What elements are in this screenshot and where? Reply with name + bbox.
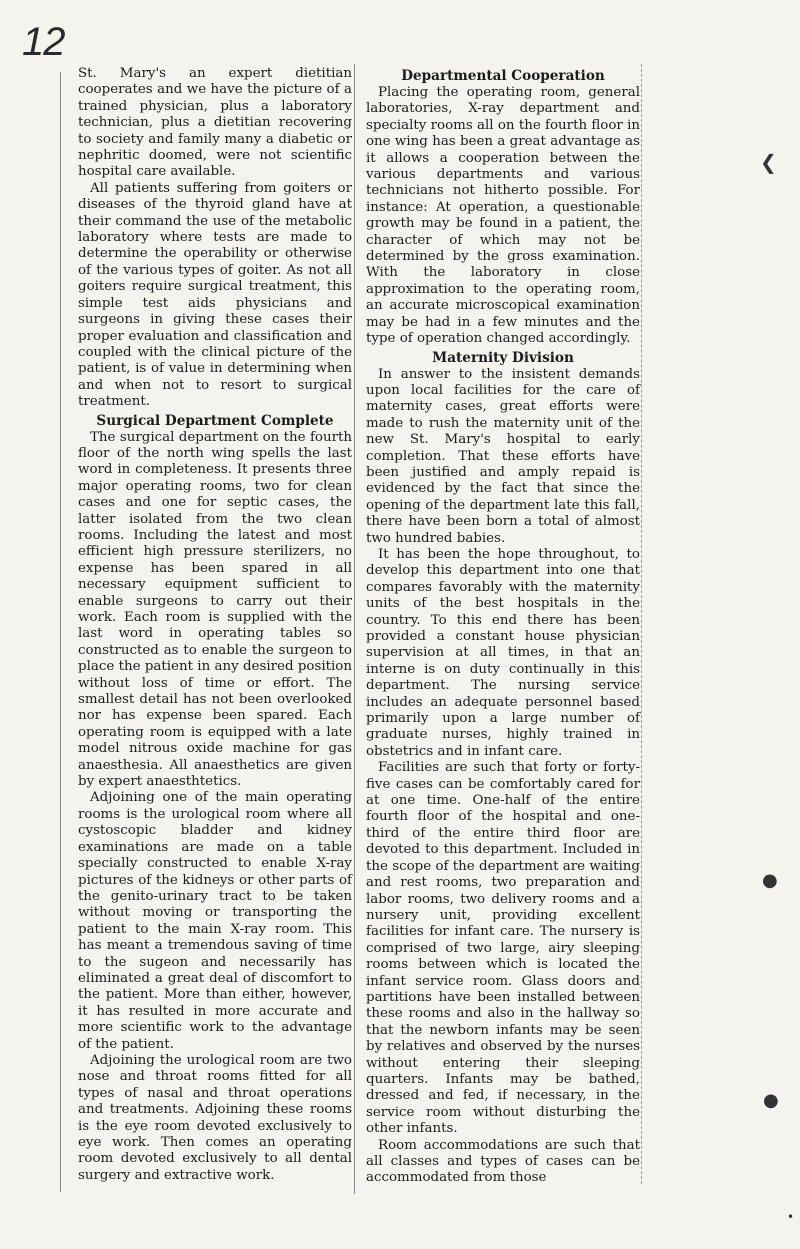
- paragraph-facilities: Facilities are such that forty or forty-five cases can be comfortably cared for at one time. One-half of the entire fourth floor of the hospital and one-third of the entire third floor are devoted to this department. Included in the scope of the department are waiting and rest rooms, two preparation and labor rooms, two delivery rooms and a nursery unit, providing excellent facilities for infant care. The nursery is comprised of two large, airy sleeping rooms between which is located the infant service room. Glass doors and partitions have been installed between these rooms and also in the hallway so that the newborn infants may be seen by relatives and observed by the nurses without entering their sleeping quarters. Infants may be bathed, dressed and fed, if necessary, in the service room without disturbing the other infants.: [366, 760, 640, 1137]
- right-column-rule: [641, 64, 642, 1184]
- paragraph-maternity-demands: In answer to the insistent demands upon local facilities for the care of maternity cases, great efforts were made to rush the maternity unit of the new St. Mary's hospital to early completion. That these efforts have been justified and amply repaid is evidenced by the fact that since the opening of the department late this fall, there have been born a total of almost two hundred babies.: [366, 366, 640, 546]
- heading-departmental-cooperation: Departmental Cooperation: [401, 68, 605, 84]
- paragraph-nose-throat-rooms: Adjoining the urological room are two nose and throat rooms fitted for all types of nasal and throat operations and treatments. Adjoining these rooms is the eye room devoted exclusively to eye work. Then comes an operating room devoted exclusively to all dental surgery and extractive work.: [78, 1052, 352, 1183]
- page-number: 12: [22, 20, 65, 64]
- left-column-rule: [60, 72, 61, 1192]
- binding-hole-mark: ●: [763, 1090, 779, 1111]
- paragraph-dietitian: St. Mary's an expert dietitian cooperates and we have the picture of a trained physician, plus a laboratory technician, plus a dietitian recovering to society and family many a diabetic or nephritic doomed, were not scientific hospital care available.: [78, 66, 352, 180]
- paragraph-maternity-hope: It has been the hope throughout, to develop this department into one that compares favorably with the maternity units of the best hospitals in the country. To this end there has been provided a constant house physician supervision at all times, in that an interne is on duty continually in this department. The nursing service includes an adequate personnel based primarily upon a large number of graduate nurses, highly trained in obstetrics and in infant care.: [366, 546, 640, 759]
- left-column: [78, 66, 352, 1184]
- right-column: [366, 66, 640, 1187]
- heading-maternity-division: Maternity Division: [432, 349, 574, 366]
- binding-hole-mark: ●: [762, 870, 778, 891]
- binding-hole-mark: •: [787, 1210, 795, 1224]
- paragraph-goiters: All patients suffering from goiters or diseases of the thyroid gland have at their command the use of the metabolic laboratory where tests are made to determine the operability or otherwise of the various types of goiter. As not all goiters require surgical treatment, this simple test aids physicians and surgeons in giving these cases their proper evaluation and classification and coupled with the clinical picture of the patient, is of value in determining when and when not to resort to surgical treatment.: [78, 180, 352, 410]
- paragraph-surgical-department: The surgical department on the fourth floor of the north wing spells the last word in completeness. It presents three major operating rooms, two for clean cases and one for septic cases, the latter isolated from the two clean rooms. Including the latest and most efficient high pressure sterilizers, no expense has been spared in all necessary equipment sufficient to enable surgeons to carry out their work. Each room is supplied with the last word in operating tables so constructed as to enable the surgeon to place the patient in any desired position without loss of time or effort. The smallest detail has not been overlooked nor has expense been spared. Each operating room is equipped with a late model nitrous oxide machine for gas anaesthesia. All anaesthetics are given by expert anaesthtetics.: [78, 429, 352, 790]
- heading-surgical-department: Surgical Department Complete: [96, 412, 334, 429]
- paragraph-room-accommodations: Room accommodations are such that all classes and types of cases can be accommodated from those: [366, 1137, 640, 1186]
- column-divider: [354, 64, 355, 1194]
- binding-hole-mark: ❮: [760, 150, 777, 174]
- paragraph-departmental-cooperation: Placing the operating room, general laboratories, X-ray department and specialty rooms all on the fourth floor in one wing has been a great advantage as it allows a cooperation between the various departments and various technicians not hitherto possible. For instance: At operation, a questionable growth may be found in a patient, the character of which may not be determined by the gross examination. With the laboratory in close approximation to the operating room, an accurate microscopical examination may be had in a few minutes and the type of operation changed accordingly.: [366, 85, 640, 347]
- paragraph-urological-room: Adjoining one of the main operating rooms is the urological room where all cystoscopic bladder and kidney examinations are made on a table specially constructed to enable X-ray pictures of the kidneys or other parts of the genito-urinary tract to be taken without moving or transporting the patient to the main X-ray room. This has meant a tremendous saving of time to the sugeon and necessarily has eliminated a great deal of discomfort to the patient. More than either, however, it has resulted in more accurate and more scientific work to the advantage of the patient.: [78, 790, 352, 1052]
